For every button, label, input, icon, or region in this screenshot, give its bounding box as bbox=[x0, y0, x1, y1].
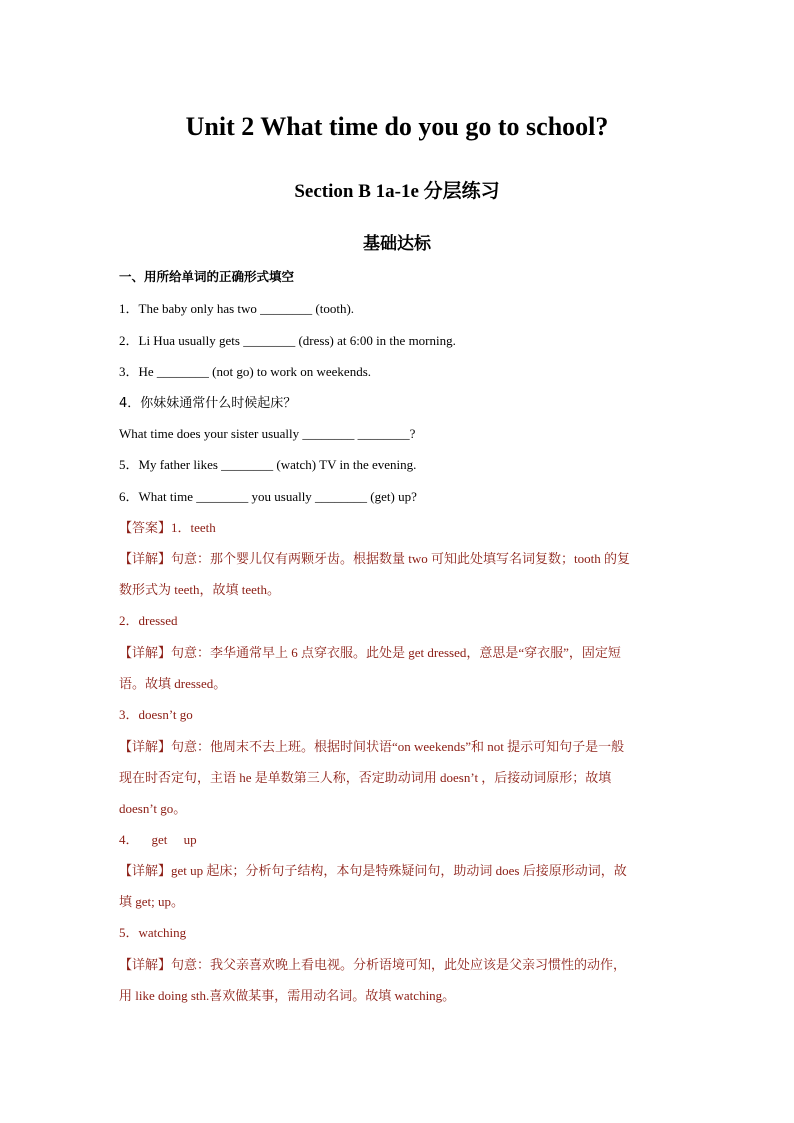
detail-3-line-2: 现在时否定句，主语 he 是单数第三人称，否定助动词用 doesn’t ，后接动词原形；故填 bbox=[119, 770, 612, 785]
detail-1-line-1: 【详解】句意：那个婴儿仅有两颗牙齿。根据数量 two 可知此处填写名词复数；tooth 的复 bbox=[119, 551, 630, 566]
detail-5-line-2: 用 like doing sth.喜欢做某事，需用动名词。故填 watching。 bbox=[119, 988, 456, 1003]
detail-4-line-1: 【详解】get up 起床；分析句子结构，本句是特殊疑问句，助动词 does 后接原形动词，故 bbox=[119, 863, 627, 878]
answer-4: 4． get up bbox=[119, 832, 197, 847]
question-5: 5．My father likes ________ (watch) TV in the evening. bbox=[119, 457, 417, 472]
question-6: 6．What time ________ you usually ________ (get) up? bbox=[119, 489, 417, 504]
answer-5: 5．watching bbox=[119, 925, 187, 940]
level-heading: 基础达标 bbox=[363, 234, 431, 254]
question-4-chinese: 4．你妹妹通常什么时候起床？ bbox=[119, 396, 297, 411]
section-subtitle: Section B 1a-1e 分层练习 bbox=[294, 181, 500, 202]
detail-3-line-3: doesn’t go。 bbox=[119, 801, 187, 816]
detail-5-line-1: 【详解】句意：我父亲喜欢晚上看电视。分析语境可知，此处应该是父亲习惯性的动作， bbox=[119, 957, 627, 972]
document-title: Unit 2 What time do you go to school? bbox=[185, 112, 609, 141]
question-4-english: What time does your sister usually ________ ________? bbox=[119, 426, 416, 441]
exercise-heading: 一、用所给单词的正确形式填空 bbox=[119, 269, 295, 284]
detail-3-line-1: 【详解】句意：他周末不去上班。根据时间状语“on weekends”和 not 提示可知句子是一般 bbox=[119, 739, 625, 754]
answer-3: 3．doesn’t go bbox=[119, 707, 193, 722]
question-1: 1．The baby only has two ________ (tooth). bbox=[119, 301, 355, 316]
detail-1-line-2: 数形式为 teeth，故填 teeth。 bbox=[119, 582, 281, 597]
question-3: 3．He ________ (not go) to work on weekends. bbox=[119, 364, 372, 379]
detail-2-line-2: 语。故填 dressed。 bbox=[119, 676, 227, 691]
detail-4-line-2: 填 get; up。 bbox=[119, 894, 184, 909]
answer-2: 2．dressed bbox=[119, 613, 178, 628]
answer-1: 【答案】1．teeth bbox=[119, 520, 216, 535]
detail-2-line-1: 【详解】句意：李华通常早上 6 点穿衣服。此处是 get dressed，意思是“穿衣服”，固定短 bbox=[119, 645, 621, 660]
question-2: 2．Li Hua usually gets ________ (dress) at 6:00 in the morning. bbox=[119, 333, 456, 348]
